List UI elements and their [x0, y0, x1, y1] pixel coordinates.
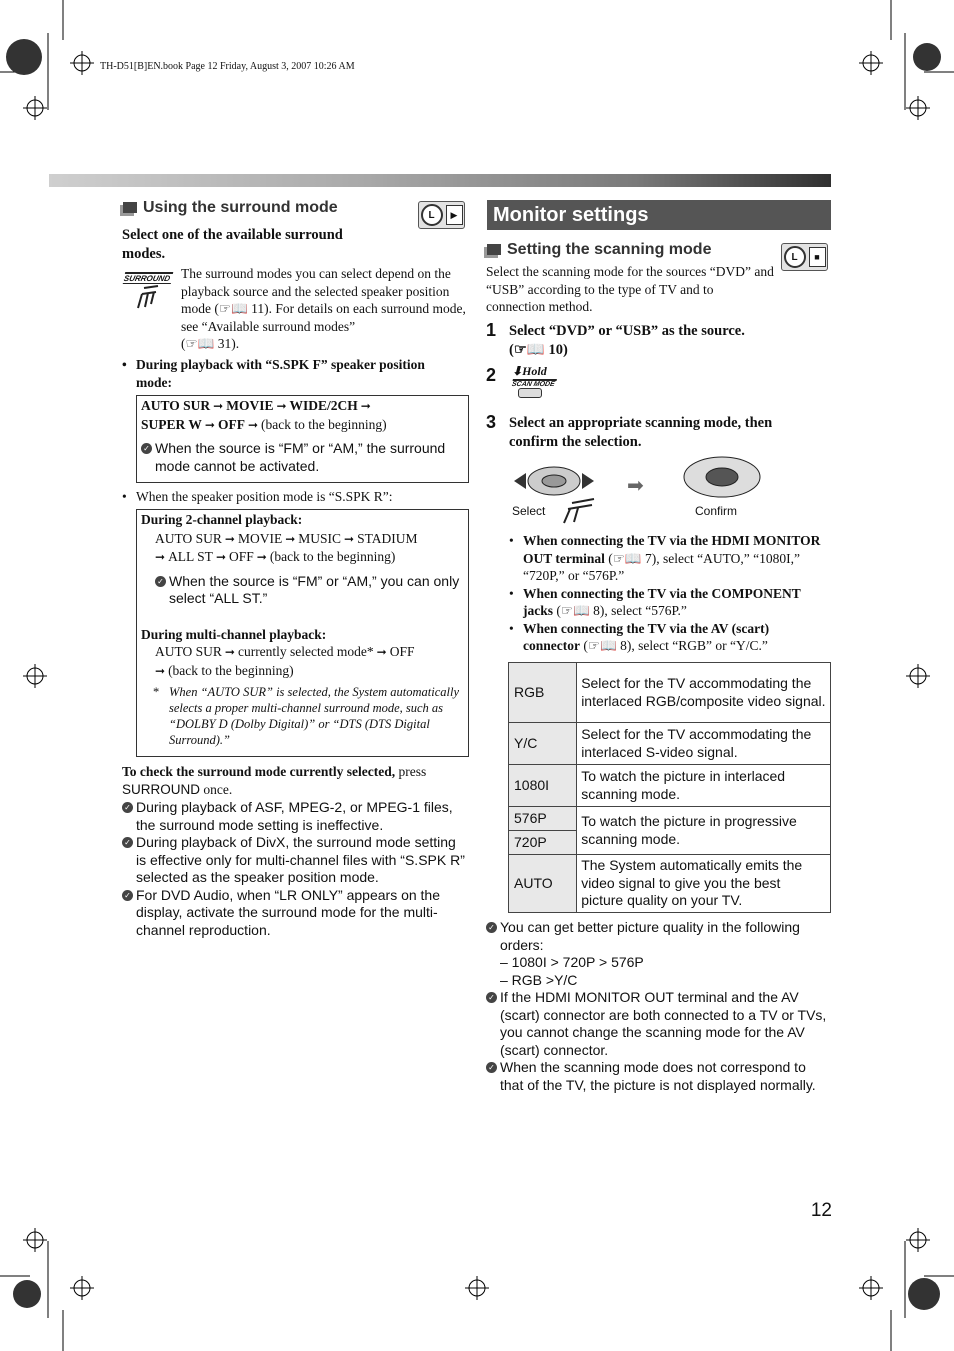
section-square-icon: [123, 202, 137, 213]
sspk-f-sequence-box: AUTO SUR ➞ MOVIE ➞ WIDE/2CH ➞ SUPER W ➞ OFF ➞ (back to the beginning) ✓ When the source is “FM” or “AM,” the surround mode cannot be activated.: [136, 395, 469, 483]
table-row: RGB Select for the TV accommodating the interlaced RGB/composite video signal.: [509, 663, 831, 723]
book-ref-icon: ☞📖: [185, 336, 215, 351]
enter-key-icon: [680, 453, 764, 503]
note-item: ✓ When the scanning mode does not correspond to that of the TV, the picture is not displayed normally.: [486, 1059, 831, 1094]
step-number: 3: [486, 412, 497, 432]
table-row: 576P To watch the picture in progressive scanning mode.: [509, 807, 831, 831]
table-row: Y/C Select for the TV accommodating the interlaced S-video signal.: [509, 723, 831, 765]
connection-bullets: • When connecting the TV via the HDMI MONITOR OUT terminal (☞📖 7), select “AUTO,” “1080I,” “720P,” or “576P.” • When connecting the TV via the COMPONENT jacks (☞📖 8), select “576P.” • When connecting the TV via the AV (scart) connector (☞📖 8), select “RGB” or “Y/C.”: [509, 533, 821, 653]
note-item: ✓ If the HDMI MONITOR OUT terminal and the AV (scart) connector are both connected to a TV or TVs, you cannot change the scanning mode for the AV (scart) connector.: [486, 989, 831, 1059]
table-row: 720P: [509, 831, 831, 855]
footnote: * When “AUTO SUR” is selected, the System automatically selects a proper multi-channel surround mode, such as “DOLBY D (Dolby Digital)” or “DTS (DTS Digital Surround).”: [153, 685, 460, 747]
table-row: 1080I To watch the picture in interlaced scanning mode.: [509, 765, 831, 807]
step-number: 2: [486, 365, 497, 385]
disc-mode-icon: [418, 201, 465, 229]
print-header-info: TH-D51[B]EN.book Page 12 Friday, August 3, 2007 10:26 AM: [100, 61, 355, 72]
note-icon: ✓: [122, 802, 133, 813]
section-title-surround: Using the surround mode: [123, 199, 338, 217]
book-ref-icon: ☞📖: [587, 638, 617, 653]
note-icon: ✓: [155, 576, 166, 587]
book-ref-icon: ☞📖: [612, 550, 642, 566]
disc-mode-icon: [781, 243, 828, 271]
surround-intro-text: The surround modes you can select depend on the playback source and the selected speaker position mode (☞📖 11). For details on each surround mode, see “Available surround modes” (☞📖 31).: [181, 266, 466, 351]
clock-letter-icon: L: [784, 246, 806, 268]
bullet-sspk-f: • During playback with “S.SPK F” speaker position mode:: [122, 357, 425, 390]
bullet-sspk-r: • When the speaker position mode is “S.SPK R”:: [122, 489, 393, 504]
section-square-icon: [487, 244, 501, 255]
down-arrow-icon: ⬇: [512, 364, 523, 378]
note-item: ✓ You can get better picture quality in the following orders: – 1080I > 720P > 576P – RGB >Y/C: [486, 919, 831, 989]
book-ref-icon: ☞📖: [513, 342, 545, 358]
scanning-intro: Select the scanning mode for the sources “DVD” and “USB” according to the type of TV and to connection method.: [486, 264, 774, 314]
stop-icon: ■: [809, 247, 826, 267]
note-icon: ✓: [486, 922, 497, 933]
clock-letter-icon: L: [421, 204, 443, 226]
scan-mode-hold-button: ⬇Hold SCAN MODE: [512, 364, 556, 398]
note-item: ✓ During playback of ASF, MPEG-2, or MPEG-1 files, the surround mode setting is ineffective.: [122, 799, 467, 834]
monitor-settings-banner: Monitor settings: [487, 200, 831, 230]
left-notes: [122, 799, 467, 939]
right-arrow-icon: ➡: [627, 475, 644, 497]
sspk-r-sequence-box: During 2-channel playback: AUTO SUR ➞ MOVIE ➞ MUSIC ➞ STADIUM ➞ ALL ST ➞ OFF ➞ (back to the beginning) ✓ When the source is “FM” or “AM,” you can only select “ALL ST.” During multi-channel playback: AUTO SUR ➞ currently selected mode* ➞ OFF ➞ (back to the beginning) * When “AUTO SUR” is selected, the System automatically selects a proper multi-channel surround mode, such as “DOLBY D (Dolby Digital)” or “DTS (DTS Digital Surround).”: [136, 509, 469, 757]
note-icon: ✓: [122, 837, 133, 848]
note-item: ✓ For DVD Audio, when “LR ONLY” appears on the display, activate the surround mode for the multi-channel reproduction.: [122, 887, 467, 940]
book-ref-icon: ☞📖: [218, 301, 248, 316]
page-number: 12: [810, 1200, 832, 1221]
note-icon: ✓: [486, 992, 497, 1003]
surround-intro-bold: Select one of the available surround modes.: [122, 227, 343, 262]
note-item: ✓ When the source is “FM” or “AM,” you can only select “ALL ST.”: [155, 573, 464, 608]
note-icon: ✓: [122, 890, 133, 901]
scanning-mode-table: [508, 662, 831, 913]
confirm-label: Confirm: [695, 504, 738, 518]
play-icon: ▶: [446, 205, 463, 225]
select-label: Select: [512, 504, 546, 518]
note-icon: ✓: [486, 1062, 497, 1073]
table-row: AUTO The System automatically emits the video signal to give you the best picture quality on your TV.: [509, 855, 831, 913]
note-icon: ✓: [141, 443, 152, 454]
check-surround-instruction: To check the surround mode currently selected, press SURROUND once.: [122, 764, 427, 797]
step1-text: Select “DVD” or “USB” as the source. (☞📖 10): [509, 323, 745, 358]
step3-text: Select an appropriate scanning mode, then confirm the selection.: [509, 415, 773, 450]
step-number: 1: [486, 320, 497, 340]
section-title-scanning: Setting the scanning mode: [487, 241, 711, 259]
surround-remote-button-icon: SURROUND: [124, 272, 172, 315]
right-notes: [486, 919, 831, 1094]
note-item: ✓ During playback of DivX, the surround mode setting is effective only for multi-channel files with “S.SPK R” selected as the speaker position mode.: [122, 834, 467, 887]
top-gradient-bar: [49, 174, 831, 187]
book-ref-icon: ☞📖: [560, 603, 590, 618]
note-item: ✓ When the source is “FM” or “AM,” the surround mode cannot be activated.: [141, 440, 464, 475]
